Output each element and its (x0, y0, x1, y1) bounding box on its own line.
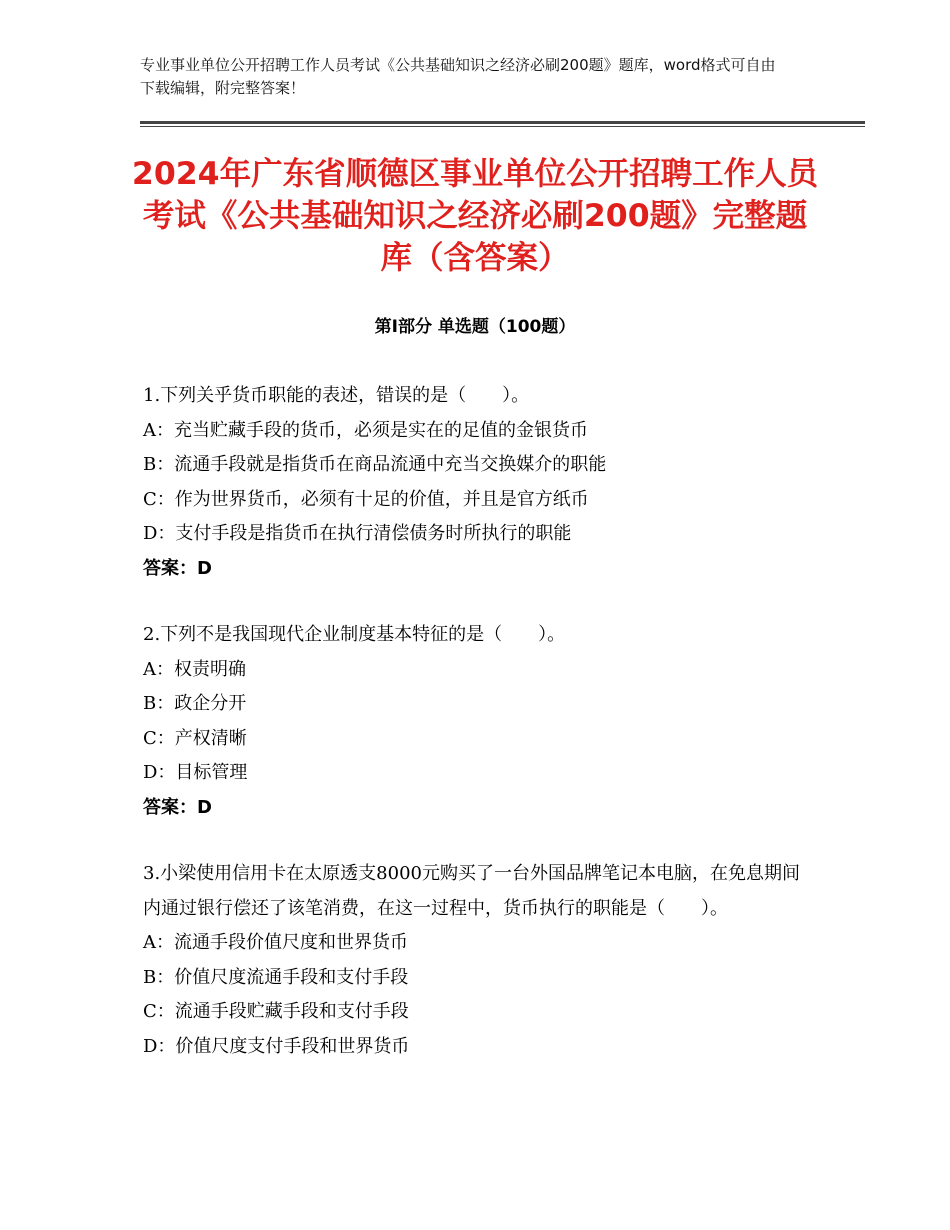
answer: 答案：D (143, 557, 212, 579)
question-3 (143, 857, 808, 1064)
document-title: 2024年广东省顺德区事业单位公开招聘工作人员考试《公共基础知识之经济必刷200题》完整题库（含答案） (131, 156, 819, 276)
option-c: C：产权清晰 (143, 727, 247, 749)
question-stem: 3.小梁使用信用卡在太原透支8000元购买了一台外国品牌笔记本电脑，在免息期间内通过银行偿还了该笔消费，在这一过程中，货币执行的职能是（ ）。 (143, 863, 800, 919)
section-heading: 第Ⅰ部分 单选题（100题） (374, 317, 576, 337)
question-1 (143, 379, 808, 586)
option-a: A：充当贮藏手段的货币，必须是实在的足值的金银货币 (143, 419, 588, 441)
header-divider-thick (140, 121, 865, 124)
option-d: D：支付手段是指货币在执行清偿债务时所执行的职能 (143, 523, 572, 544)
option-d: D：目标管理 (143, 762, 248, 783)
header-note: 专业事业单位公开招聘工作人员考试《公共基础知识之经济必刷200题》题库，word格式可自由下载编辑，附完整答案！ (140, 56, 776, 97)
option-d: D：价值尺度支付手段和世界货币 (143, 1035, 410, 1057)
question-2 (143, 618, 808, 825)
option-b: B：政企分开 (143, 693, 247, 714)
option-b: B：流通手段就是指货币在商品流通中充当交换媒介的职能 (143, 454, 607, 475)
option-b: B：价值尺度流通手段和支付手段 (143, 966, 409, 988)
option-c: C：流通手段贮藏手段和支付手段 (143, 1001, 409, 1022)
option-c: C：作为世界货币，必须有十足的价值，并且是官方纸币 (143, 488, 589, 510)
answer: 答案：D (143, 796, 212, 818)
header-divider-thin (140, 126, 865, 127)
option-a: A：流通手段价值尺度和世界货币 (143, 932, 408, 953)
question-stem: 2.下列不是我国现代企业制度基本特征的是（ ）。 (143, 624, 566, 645)
option-a: A：权责明确 (143, 658, 246, 680)
question-stem: 1.下列关乎货币职能的表述，错误的是（ ）。 (143, 385, 530, 406)
